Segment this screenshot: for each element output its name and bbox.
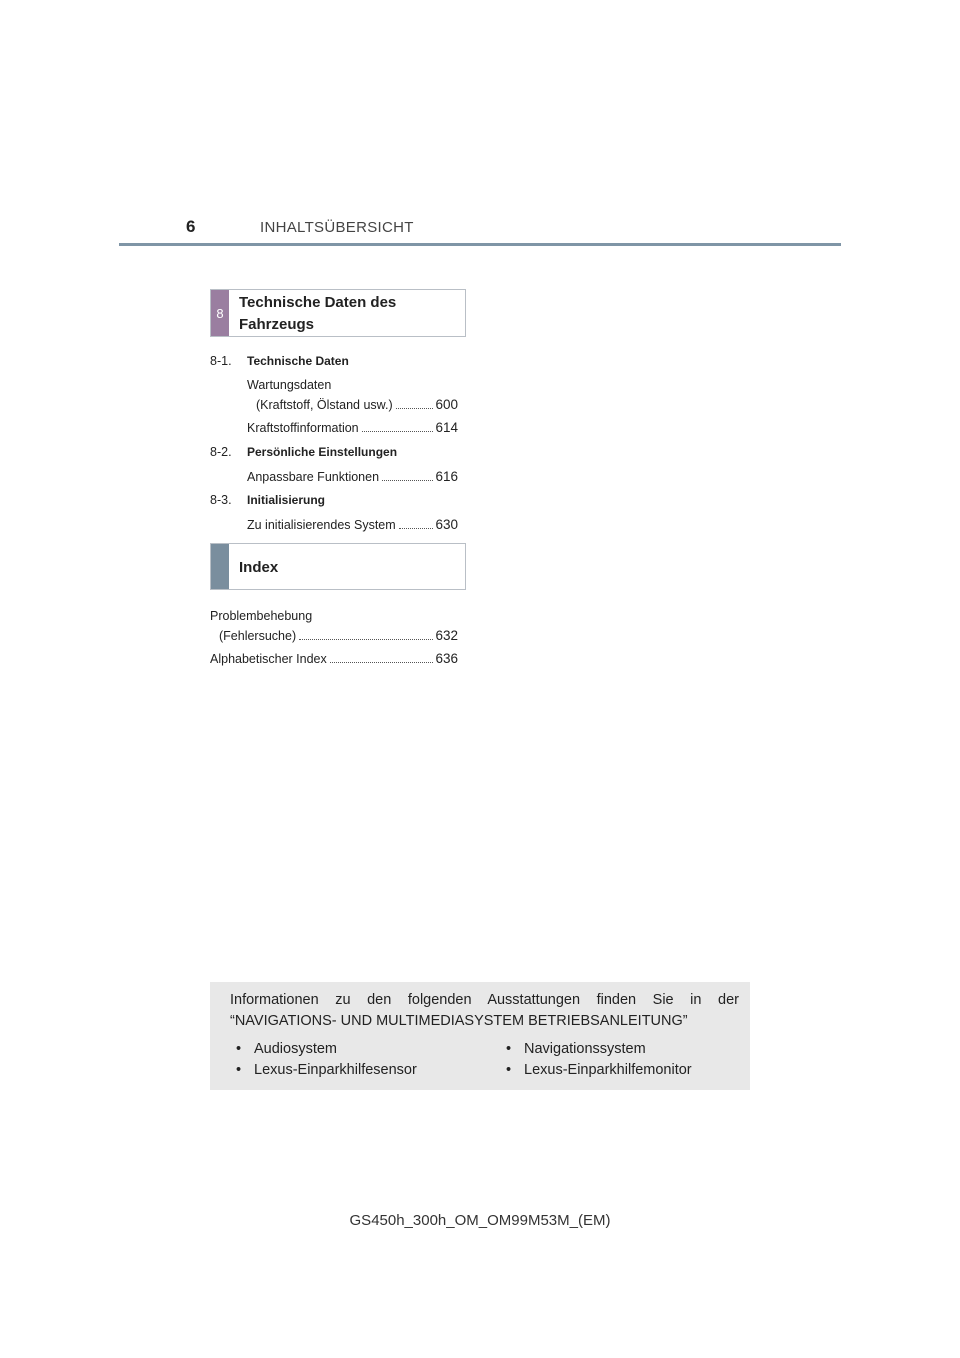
- section-8-title: Technische Daten des Fahrzeugs: [239, 294, 397, 333]
- bullet-item-navigationssystem: • Navigationssystem: [506, 1041, 646, 1057]
- info-note-box: [210, 982, 750, 1090]
- page-header-title: INHALTSÜBERSICHT: [260, 219, 414, 236]
- subsection-8-1-heading[interactable]: 8-1. Technische Daten: [210, 354, 349, 368]
- bullet-item-einparkhilfesensor: • Lexus-Einparkhilfesensor: [236, 1062, 417, 1078]
- document-code-footer: GS450h_300h_OM_OM99M53M_(EM): [349, 1212, 611, 1229]
- toc-entry-wartungsdaten[interactable]: Wartungsdaten (Kraftstoff, Ölstand usw.) 600: [247, 378, 458, 412]
- index-tab: [211, 544, 229, 589]
- subsection-8-3-heading[interactable]: 8-3. Initialisierung: [210, 493, 326, 507]
- toc-entry-kraftstoffinformation[interactable]: Kraftstoffinformation 614: [247, 420, 458, 435]
- subsection-8-2-heading[interactable]: 8-2. Persönliche Einstellungen: [210, 445, 398, 459]
- section-8-tab: 8: [211, 290, 229, 336]
- section-8-heading[interactable]: [210, 289, 466, 337]
- toc-entry-problembehebung[interactable]: Problembehebung (Fehlersuche) 632: [210, 609, 458, 643]
- bullet-item-audiosystem: • Audiosystem: [236, 1041, 338, 1057]
- index-title: Index: [239, 558, 279, 576]
- page-number: 6: [186, 217, 196, 236]
- toc-entry-initialisierendes-system[interactable]: Zu initialisierendes System 630: [247, 517, 458, 532]
- bullet-item-einparkhilfemonitor: • Lexus-Einparkhilfemonitor: [506, 1062, 692, 1078]
- index-heading[interactable]: [210, 543, 466, 590]
- info-note-text: Informationen zu den folgenden Ausstattungen finden Sie in der “NAVIGATIONS- UND MULTIMEDIASYSTEM BETRIEBSANLEITUNG”: [230, 992, 739, 1029]
- toc-entry-alphabetischer-index[interactable]: Alphabetischer Index 636: [210, 651, 458, 666]
- header-divider: [119, 243, 841, 246]
- toc-entry-anpassbare-funktionen[interactable]: Anpassbare Funktionen 616: [247, 469, 458, 484]
